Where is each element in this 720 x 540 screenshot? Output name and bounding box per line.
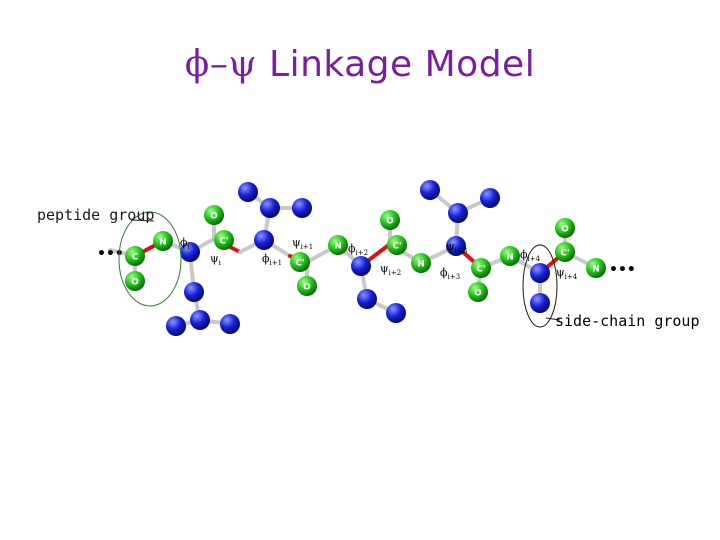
svg-text:O: O bbox=[210, 211, 218, 222]
svg-text:C': C' bbox=[476, 264, 486, 275]
nitrogen-atom bbox=[357, 289, 377, 309]
svg-text:O: O bbox=[474, 288, 482, 299]
angle-label: $\phi_{i+4}$ bbox=[520, 248, 541, 263]
svg-text:O: O bbox=[131, 277, 139, 288]
angle-label: $\psi_{i+4}$ bbox=[556, 266, 578, 281]
chain-end-left: ••• bbox=[97, 246, 124, 262]
nitrogen-atom bbox=[351, 256, 371, 276]
nitrogen-atom bbox=[530, 293, 550, 313]
nitrogen-atom bbox=[480, 188, 500, 208]
nitrogen-atom bbox=[292, 198, 312, 218]
nitrogen-atom bbox=[190, 310, 210, 330]
angle-label: $\psi_i$ bbox=[210, 252, 221, 267]
svg-text:N: N bbox=[506, 252, 514, 263]
nitrogen-atom bbox=[448, 203, 468, 223]
phi-psi-symbols: ϕ–ψ bbox=[184, 44, 258, 85]
carbon-oxygen-atom bbox=[555, 242, 575, 262]
nitrogen-backbone-atom bbox=[500, 246, 520, 266]
svg-text:N: N bbox=[592, 264, 600, 275]
angle-label: $\psi_{i+3}$ bbox=[446, 240, 468, 255]
svg-text:C: C bbox=[131, 252, 139, 263]
svg-text:N: N bbox=[417, 259, 425, 270]
carbon-oxygen-atom bbox=[125, 271, 145, 291]
angle-label: $\phi_{i+3}$ bbox=[440, 266, 461, 281]
angle-label: $\phi_i$ bbox=[180, 236, 190, 251]
carbon-oxygen-atom bbox=[125, 246, 145, 266]
carbon-oxygen-atom bbox=[468, 282, 488, 302]
nitrogen-atom bbox=[166, 316, 186, 336]
peptide-group-label: peptide group bbox=[37, 206, 155, 224]
nitrogen-atom bbox=[238, 182, 258, 202]
svg-text:O: O bbox=[303, 282, 311, 293]
nitrogen-atom bbox=[420, 180, 440, 200]
svg-text:C': C' bbox=[392, 241, 402, 252]
svg-text:C': C' bbox=[560, 248, 570, 259]
title-text: Linkage Model bbox=[269, 44, 536, 85]
nitrogen-atom bbox=[386, 303, 406, 323]
angle-label: $\phi_{i+1}$ bbox=[262, 252, 283, 267]
carbon-oxygen-atom bbox=[214, 230, 234, 250]
carbon-oxygen-atom bbox=[471, 258, 491, 278]
chain-end-right: ••• bbox=[609, 262, 636, 278]
svg-text:N: N bbox=[334, 241, 342, 252]
angle-label: $\psi_{i+1}$ bbox=[292, 236, 314, 251]
angle-label: $\psi_{i+2}$ bbox=[380, 262, 402, 277]
carbon-oxygen-atom bbox=[555, 218, 575, 238]
angle-label: $\phi_{i+2}$ bbox=[348, 242, 369, 257]
carbon-oxygen-atom bbox=[290, 252, 310, 272]
carbon-oxygen-atom bbox=[297, 276, 317, 296]
nitrogen-backbone-atom bbox=[328, 235, 348, 255]
nitrogen-atom bbox=[220, 314, 240, 334]
side-chain-group-label: side-chain group bbox=[555, 312, 700, 330]
nitrogen-backbone-atom bbox=[411, 253, 431, 273]
nitrogen-atom bbox=[184, 282, 204, 302]
svg-text:O: O bbox=[561, 224, 569, 235]
nitrogen-backbone-atom bbox=[153, 231, 173, 251]
nitrogen-backbone-atom bbox=[586, 258, 606, 278]
carbon-oxygen-atom bbox=[204, 205, 224, 225]
svg-text:C': C' bbox=[219, 236, 229, 247]
svg-text:O: O bbox=[386, 216, 394, 227]
nitrogen-atom bbox=[530, 263, 550, 283]
nitrogen-atom bbox=[260, 198, 280, 218]
svg-text:N: N bbox=[159, 237, 167, 248]
svg-text:C': C' bbox=[295, 258, 305, 269]
carbon-oxygen-atom bbox=[387, 235, 407, 255]
nitrogen-atom bbox=[254, 230, 274, 250]
carbon-oxygen-atom bbox=[380, 210, 400, 230]
